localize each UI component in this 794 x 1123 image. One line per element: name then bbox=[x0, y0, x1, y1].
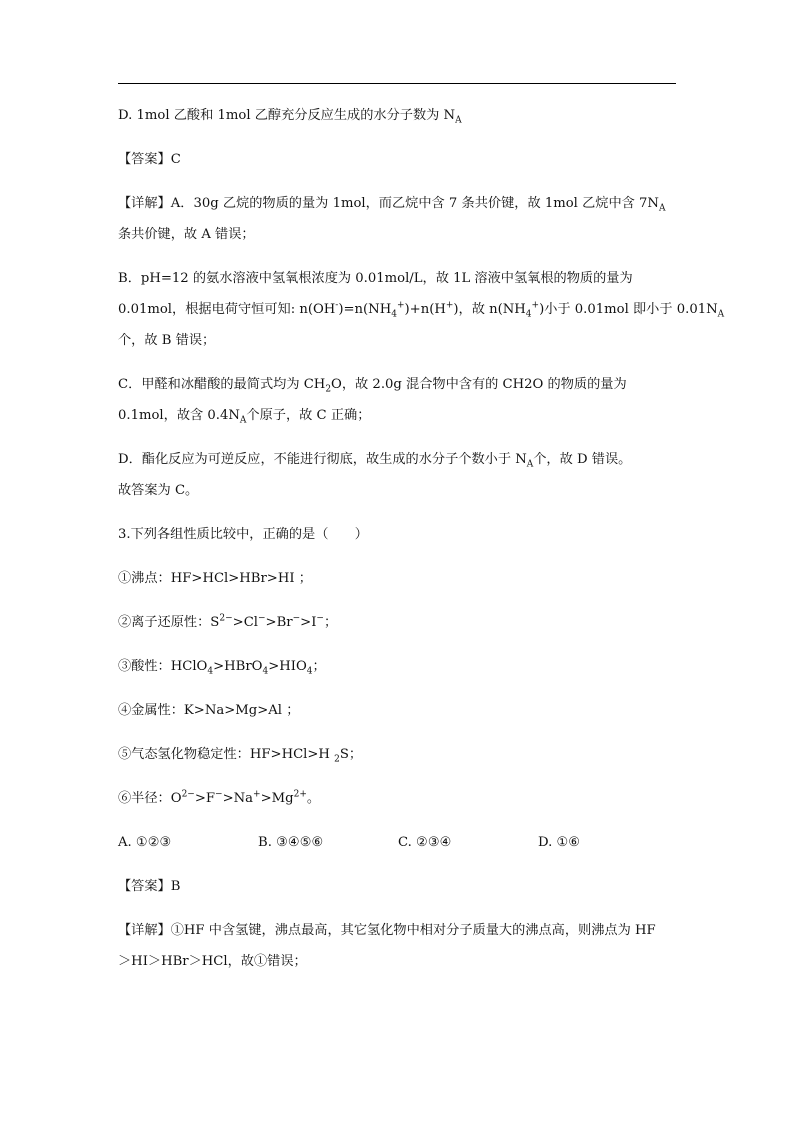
option-b: B. ③④⑤⑥ bbox=[258, 835, 324, 850]
header-rule bbox=[118, 83, 676, 84]
explanation-c: C．甲醛和冰醋酸的最简式均为 $CH_2O$，故 2.0g 混合物中含有的 CH2O 的物质的量为 0.1mol，故含 $0.4N_A$个原子，故 C 正确； bbox=[118, 377, 627, 426]
answer-2: 【答案】B bbox=[118, 879, 181, 894]
explanation-d: D．酯化反应为可逆反应，不能进行彻底，故生成的水分子个数小于 $N_A$个，故 D 错误。 故答案为 C。 bbox=[118, 452, 632, 498]
statement-2: ②离子还原性：$S^{2-}>Cl^->Br^->I^-$； bbox=[118, 613, 338, 630]
document-body bbox=[118, 100, 725, 990]
option-d-line: D. 1mol 乙酸和 1mol 乙醇充分反应生成的水分子数为 $N_A$ bbox=[118, 108, 462, 126]
statement-3: ③酸性：$HClO_4>HBrO_4>HIO_4$； bbox=[118, 659, 326, 677]
answer-1: 【答案】C bbox=[118, 152, 181, 167]
answer-options bbox=[118, 827, 678, 858]
option-c: C. ②③④ bbox=[398, 835, 452, 850]
statement-4: ④金属性：K>Na>Mg>Al ； bbox=[118, 703, 300, 718]
explanation-a: 【详解】A．30g 乙烷的物质的量为 1mol，而乙烷中含 7 条共价键，故 1mol 乙烷中含 $7N_A$ 条共价键，故 A 错误； bbox=[118, 196, 666, 242]
option-d: D. ①⑥ bbox=[538, 835, 581, 850]
statement-5: ⑤气态氢化物稳定性：HF>HCl>H $_2$S； bbox=[118, 747, 363, 765]
statement-6: ⑥半径：$O^{2-}>F^->Na^+>Mg^{2+}$。 bbox=[118, 789, 321, 806]
question-3: 3.下列各组性质比较中，正确的是（ ） bbox=[118, 527, 368, 542]
statement-1: ①沸点：HF>HCl>HBr>HI ； bbox=[118, 571, 312, 586]
explanation-b: B．pH=12 的氨水溶液中氢氧根浓度为 0.01mol/L，故 1L 溶液中氢氧根的物质的量为 0.01mol，根据电荷守恒可知: $n(OH^-)=n(NH_4^+)+n(H^+)$，故 $n(NH_4^+)$小于 0.01mol 即小于 $0.01N_A$ 个，故 B 错误； bbox=[118, 271, 725, 348]
explanation-q3: 【详解】①HF 中含氢键，沸点最高，其它氢化物中相对分子质量大的沸点高，则沸点为 HF ＞HI＞HBr＞HCl，故①错误； bbox=[118, 923, 656, 969]
option-a: A. ①②③ bbox=[118, 835, 172, 850]
